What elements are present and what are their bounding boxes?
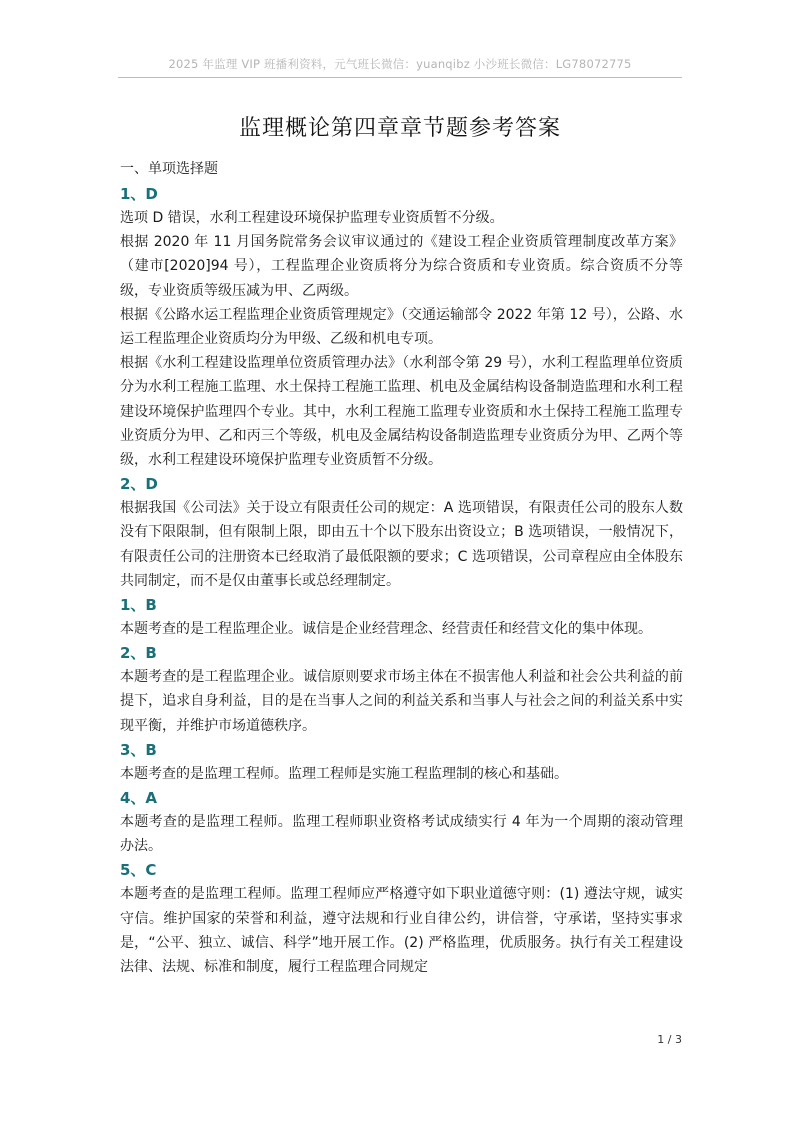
answer-paragraph: 本题考查的是监理工程师。监理工程师应严格遵守如下职业道德守则：(1) 遵法守规，诚实守信。维护国家的荣誉和利益，遵守法规和行业自律公约，讲信誉，守承诺，坚持实事求是，“公平、独立、诚信、科学”地开展工作。(2) 严格监理，优质服务。执行有关工程建设法律、法规、标准和制度，履行工程监理合同规定 — [120, 886, 683, 976]
answer-heading: 5、C — [120, 861, 157, 880]
answer-paragraph: 根据 2020 年 11 月国务院常务会议审议通过的《建设工程企业资质管理制度改革方案》（建市[2020]94 号），工程监理企业资质将分为综合资质和专业资质。综合资质不分等级，专业资质等级压减为甲、乙两级。 — [120, 234, 683, 299]
answer-heading: 1、B — [120, 596, 157, 615]
answer-heading: 1、D — [120, 185, 158, 203]
answer-paragraph: 根据我国《公司法》关于设立有限责任公司的规定：A 选项错误，有限责任公司的股东人数没有下限限制，但有限制上限，即由五十个以下股东出资设立；B 选项错误，一般情况下，有限责任公司的注册资本已经取消了最低限额的要求；C 选项错误，公司章程应由全体股东共同制定，而不是仅由董事长或总经理制定。 — [120, 500, 683, 589]
answer-heading: 3、B — [120, 740, 157, 759]
answer-heading: 2、D — [120, 475, 158, 494]
answer-paragraph: 本题考查的是工程监理企业。诚信原则要求市场主体在不损害他人利益和社会公共利益的前提下，追求自身利益，目的是在当事人之间的利益关系和当事人与社会之间的利益关系中实现平衡，并维护市场道德秩序。 — [120, 669, 683, 734]
answer-heading: 4、A — [120, 789, 158, 808]
answer-paragraph: 选项 D 错误，水利工程建设环境保护监理专业资质暂不分级。 — [120, 210, 504, 226]
answer-paragraph: 根据《水利工程建设监理单位资质管理办法》（水利部令第 29 号），水利工程监理单位资质分为水利工程施工监理、水土保持工程施工监理、机电及金属结构设备制造监理和水利工程建设环境保护监理四个专业。其中，水利工程施工监理专业资质和水土保持工程施工监理专业资质分为甲、乙和丙三个等级，机电及金属结构设备制造监理专业资质分为甲、乙两个等级，水利工程建设环境保护监理专业资质暂不分级。 — [120, 355, 683, 469]
header-watermark: 2025 年监理 VIP 班播利资料，元气班长微信：yuanqibz 小沙班长微信：LG78072775 — [168, 57, 632, 71]
answer-paragraph: 本题考查的是监理工程师。监理工程师职业资格考试成绩实行 4 年为一个周期的滚动管理办法。 — [120, 814, 683, 855]
answer-paragraph: 本题考查的是工程监理企业。诚信是企业经营理念、经营责任和经营文化的集中体现。 — [120, 621, 652, 638]
header-divider — [118, 77, 682, 78]
section-heading: 一、单项选择题 — [120, 161, 218, 177]
page-title: 监理概论第四章章节题参考答案 — [238, 115, 561, 141]
answer-heading: 2、B — [120, 644, 157, 663]
answer-paragraph: 本题考查的是监理工程师。监理工程师是实施工程监理制的核心和基础。 — [120, 765, 568, 782]
answer-paragraph: 根据《公路水运工程监理企业资质管理规定》（交通运输部令 2022 年第 12 号），公路、水运工程监理企业资质均分为甲级、乙级和机电专项。 — [120, 306, 683, 348]
page-number: 1 / 3 — [657, 1033, 682, 1046]
document-body — [120, 158, 683, 979]
